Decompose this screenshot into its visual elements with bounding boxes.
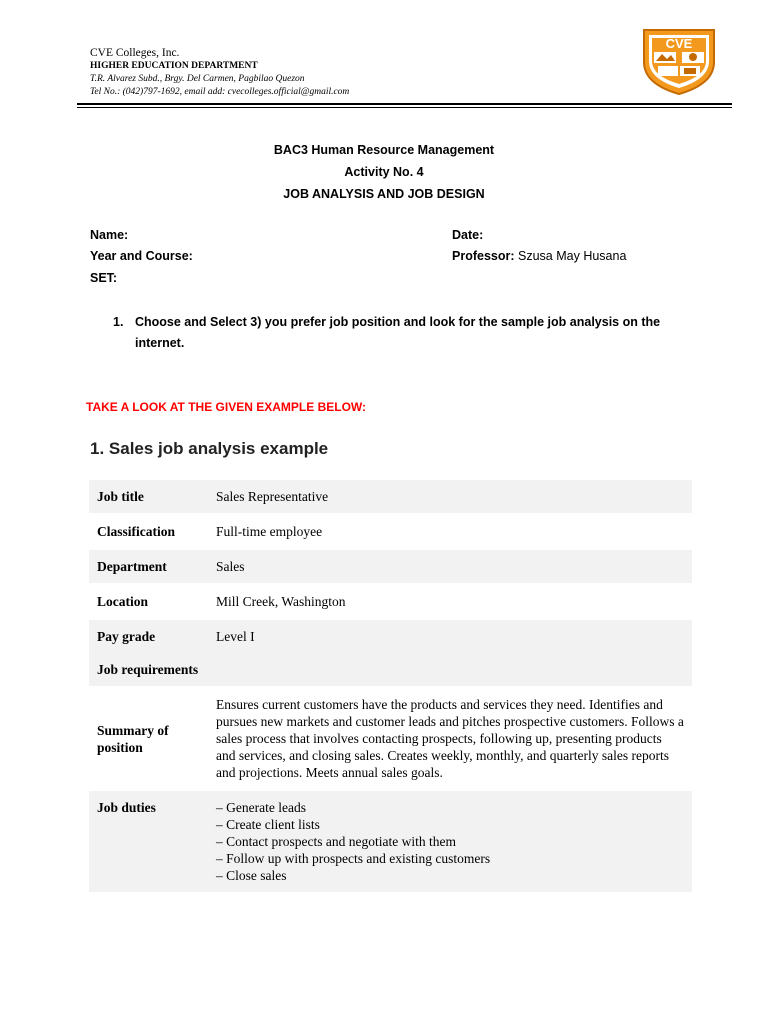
instruction-item xyxy=(113,312,673,354)
set-field-label: SET: xyxy=(90,271,118,285)
document-titles xyxy=(0,139,768,205)
table-row xyxy=(89,549,692,584)
table-row xyxy=(89,480,692,514)
address: T.R. Alvarez Subd., Brgy. Del Carmen, Pagbilao Quezon xyxy=(90,74,305,84)
duty-item: – Close sales xyxy=(216,868,287,883)
duty-item: – Generate leads xyxy=(216,800,306,815)
year-course-field-label: Year and Course: xyxy=(90,249,193,263)
professor-field xyxy=(452,245,626,267)
job-title-value: Sales Representative xyxy=(208,480,692,514)
header-divider-thin xyxy=(77,107,732,108)
row-label-summary: Summary of position xyxy=(89,687,208,790)
summary-value: Ensures current customers have the products and services they need. Identifies and pursues new markets and customer leads and pitches prospective customers. Follows a sales process that involves contacting prospects, following up, presenting products and services, and closing sales. Creates weekly, monthly, and quarterly sales reports and projections. Meets annual sales goals. xyxy=(208,687,692,790)
course-title: BAC3 Human Resource Management xyxy=(273,143,495,157)
pay-grade-value: Level I xyxy=(208,619,692,687)
activity-number: Activity No. 4 xyxy=(344,165,424,179)
table-row xyxy=(89,687,692,790)
name-field-label: Name: xyxy=(90,228,129,242)
department-name: HIGHER EDUCATION DEPARTMENT xyxy=(90,61,258,71)
org-name: CVE Colleges, Inc. xyxy=(90,47,180,59)
duty-item: – Create client lists xyxy=(216,817,320,832)
logo-text: CVE xyxy=(665,36,693,51)
duty-item: – Contact prospects and negotiate with them xyxy=(216,834,456,849)
table-row xyxy=(89,790,692,893)
job-requirements-label: Job requirements xyxy=(97,662,199,677)
table-row xyxy=(89,619,692,687)
duty-item: – Follow up with prospects and existing customers xyxy=(216,851,491,866)
professor-name: Szusa May Husana xyxy=(518,249,627,263)
table-row xyxy=(89,514,692,549)
row-label-job-duties: Job duties xyxy=(89,790,208,893)
row-label-job-title: Job title xyxy=(89,480,208,514)
row-label-classification: Classification xyxy=(89,514,208,549)
instruction-text: Choose and Select 3) you prefer job position and look for the sample job analysis on the internet. xyxy=(135,315,661,350)
date-field-label: Date: xyxy=(452,228,484,242)
job-analysis-table xyxy=(89,480,692,894)
classification-value: Full-time employee xyxy=(208,514,692,549)
row-label-location: Location xyxy=(89,584,208,619)
department-value: Sales xyxy=(208,549,692,584)
table-row xyxy=(89,584,692,619)
pay-grade-label: Pay grade xyxy=(97,629,156,644)
letterhead xyxy=(90,46,650,99)
header-divider xyxy=(77,103,732,105)
college-logo-icon xyxy=(640,26,718,96)
instruction-number: 1. xyxy=(113,315,124,329)
row-label-department: Department xyxy=(89,549,208,584)
row-label-pay-grade xyxy=(89,619,208,687)
example-note: TAKE A LOOK AT THE GIVEN EXAMPLE BELOW: xyxy=(86,400,367,414)
professor-label: Professor: xyxy=(452,249,515,263)
section-heading: 1. Sales job analysis example xyxy=(90,439,329,458)
activity-topic: JOB ANALYSIS AND JOB DESIGN xyxy=(283,187,485,201)
job-duties-list xyxy=(208,790,692,893)
location-value: Mill Creek, Washington xyxy=(208,584,692,619)
contact-info: Tel No.: (042)797-1692, email add: cvecolleges.official@gmail.com xyxy=(90,87,350,97)
